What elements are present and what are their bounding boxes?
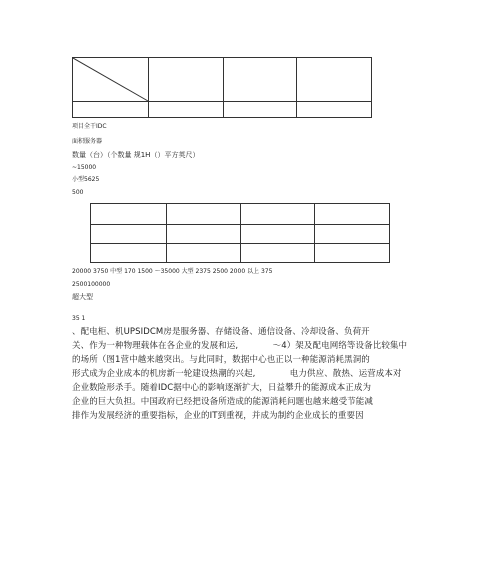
table-divider	[73, 101, 371, 102]
paragraph-line: 排作为发展经济的重要指标，企业的IT到重视，并成为制约企业成长的重要因	[72, 411, 364, 421]
size-table	[90, 203, 390, 263]
table-divider	[148, 58, 149, 117]
table-divider	[223, 58, 224, 117]
table-divider	[91, 224, 389, 225]
paragraph-line: 的场所（图1营中越来越突出。与此同时，数据中心也正以一种能源消耗黑洞的	[72, 355, 370, 365]
project-label: 项目全干IDC	[72, 123, 107, 130]
table-divider	[166, 204, 167, 262]
range-label: ~15000	[72, 164, 97, 171]
table-divider	[91, 243, 389, 244]
small-type-label: 小型5625	[72, 176, 100, 183]
paragraph-line: 关、作为一种物理载体在各企业的发展和运, ～4）架及配电网络等设备比较集中	[72, 341, 408, 351]
paragraph-line: 、配电柜、机UPSIDCM房是服务器、存储设备、通信设备、冷却设备、负荷开	[72, 327, 370, 337]
size-row-text: 20000 3750 中型 170 1500 ～35000 大型 2375 2500 2000 以上 375	[72, 268, 273, 275]
super-large-label: 超大型	[72, 293, 93, 301]
header-table	[72, 57, 372, 118]
area-servers-label: 面积服务器	[72, 138, 103, 145]
quantity-label: 数量（台）（个数量 规1H（）平方英尺）	[72, 151, 200, 159]
paragraph-line: 形式成为企业成本的机房新一轮建设热潮的兴起, 电力供应、散热、运营成本对	[72, 369, 402, 379]
table-divider	[296, 58, 297, 117]
paragraph-line: 企业的巨大负担。中国政府已经把设备所造成的能源消耗问题也越来越受节能减	[72, 397, 374, 407]
size-row-value: 2500100000	[72, 281, 111, 288]
table-divider	[314, 204, 315, 262]
paragraph-line: 企业数险形杀手。随着IDC据中心的影响逐渐扩大，日益攀升的能源成本正成为	[72, 383, 372, 393]
table-divider	[240, 204, 241, 262]
paragraph-index: 35 1	[72, 315, 86, 322]
value-500-label: 500	[72, 189, 84, 196]
